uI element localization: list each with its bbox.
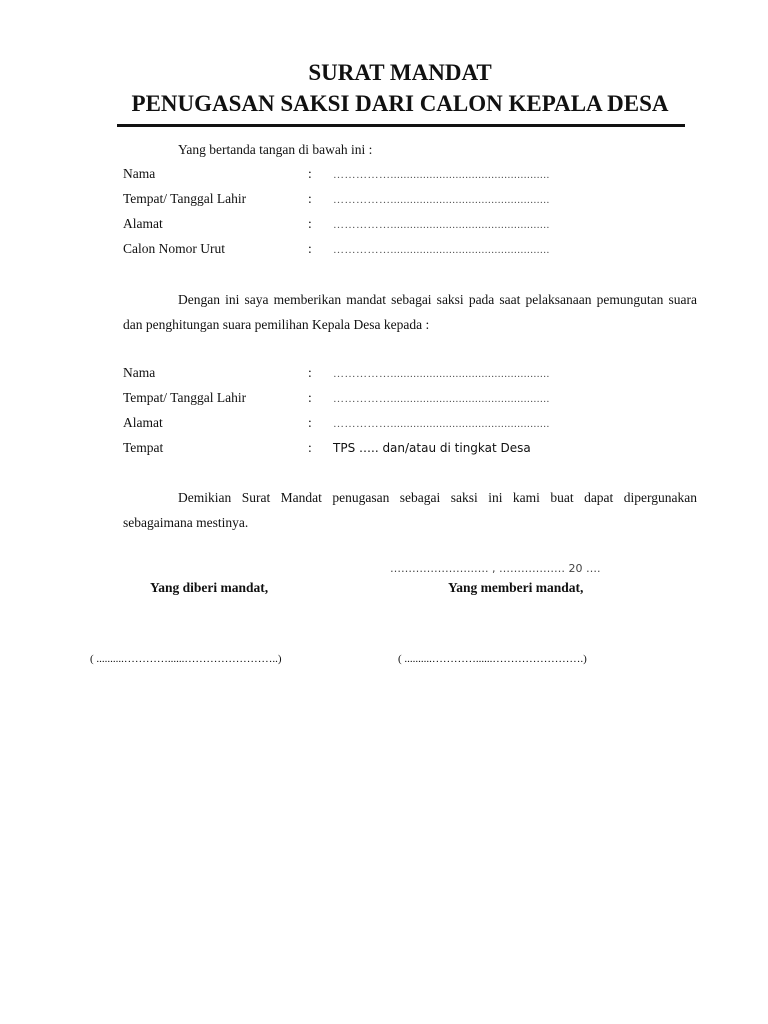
field-label: Tempat/ Tanggal Lahir <box>123 191 247 206</box>
document-title: SURAT MANDAT <box>308 60 492 85</box>
field-blank: ……………................................................. <box>333 169 550 181</box>
mandate-paragraph: Dengan ini saya memberikan mandat sebagai saksi pada saat pelaksanaan pemungutan suara dan penghitungan suara pemilihan Kepala Desa kepada : <box>123 292 697 332</box>
grantor-signature-label: Yang memberi mandat, <box>448 580 584 595</box>
field-separator: : <box>308 216 312 231</box>
title-divider <box>117 124 685 127</box>
field-blank: ……………................................................. <box>333 244 550 256</box>
field-label: Nama <box>123 365 156 380</box>
date-line: …………………..…. , ……………… 20 …. <box>390 562 601 575</box>
field-label: Tempat/ Tanggal Lahir <box>123 390 247 405</box>
intro-text: Yang bertanda tangan di bawah ini : <box>178 142 373 157</box>
field-separator: : <box>308 166 312 181</box>
field-separator: : <box>308 241 312 256</box>
field-blank: ……………................................................. <box>333 368 550 380</box>
recipient-name-blank: ( ..........…………......……………………..) <box>90 653 282 665</box>
field-separator: : <box>308 390 312 405</box>
field-label: Tempat <box>123 440 164 455</box>
field-separator: : <box>308 365 312 380</box>
recipient-signature-label: Yang diberi mandat, <box>150 580 269 595</box>
field-blank: ……………................................................. <box>333 194 550 206</box>
field-label: Nama <box>123 166 156 181</box>
field-blank: ……………................................................. <box>333 393 550 405</box>
field-separator: : <box>308 191 312 206</box>
field-blank: ……………................................................. <box>333 418 550 430</box>
field-blank: ……………................................................. <box>333 219 550 231</box>
field-label: Alamat <box>123 216 163 231</box>
document-subtitle: PENUGASAN SAKSI DARI CALON KEPALA DESA <box>131 91 669 116</box>
grantor-name-blank: ( ..........…………......…………………….) <box>398 653 587 665</box>
field-separator: : <box>308 415 312 430</box>
field-value: TPS ….. dan/atau di tingkat Desa <box>333 441 531 455</box>
field-label: Calon Nomor Urut <box>123 241 225 256</box>
closing-paragraph: Demikian Surat Mandat penugasan sebagai saksi ini kami buat dapat dipergunakan sebagaimana mestinya. <box>123 490 697 530</box>
field-separator: : <box>308 440 312 455</box>
field-label: Alamat <box>123 415 163 430</box>
